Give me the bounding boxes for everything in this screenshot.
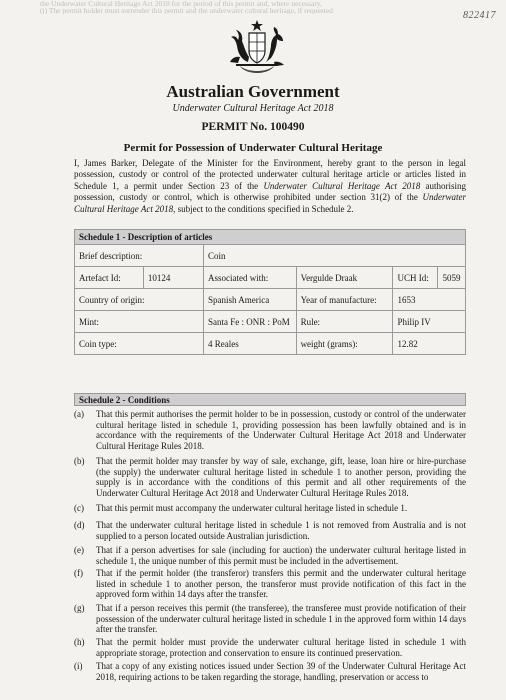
country-value: Spanish America (204, 289, 297, 311)
government-title: Australian Government (166, 82, 340, 101)
coin-type-value: 4 Reales (204, 333, 297, 355)
condition-text: That if a person advertises for sale (including for auction) the underwater cultural heritage listed in schedule 1, the unique number of this permit must be included in the advertisement. (96, 545, 466, 566)
associated-with-value: Vergulde Draak (296, 267, 393, 289)
condition-text: That this permit must accompany the underwater cultural heritage listed in schedule 1. (96, 503, 408, 513)
condition-label: (d) (74, 520, 85, 530)
condition-text: That this permit authorises the permit holder to be in possession, custody or control of the underwater cultural heritage listed in schedule 1, providing possession has been lawfully obtained and is in accordance with the requirements of the Underwater Cultural Heritage Act 2018 and Underwater Cultural Heritage Rules 2018. (96, 409, 466, 451)
condition-label: (b) (74, 456, 85, 466)
brief-description-value: Coin (204, 245, 466, 267)
condition-label: (i) (74, 661, 83, 671)
year-label: Year of manufacture: (296, 289, 393, 311)
condition-text: That a copy of any existing notices issued under Section 39 of the Underwater Cultural Heritage Act 2018, requiring actions to be taken regarding the storage, handling, preservation or access to (96, 661, 466, 682)
intro-text-2: authorising possession, custody or control, which is otherwise prohibited under section 31(2) of the (74, 180, 467, 203)
bleed-line-1: the Underwater Cultural Heritage Act 2018 for the period of this permit and, where necessary, (40, 0, 322, 8)
uch-id-label: UCH Id: (393, 267, 438, 289)
intro-text-3: subject to the conditions specified in Schedule 2. (175, 203, 354, 214)
uch-id-value: 5059 (438, 267, 466, 289)
artefact-id-value: 10124 (143, 267, 203, 289)
bleed-line-2: (j) The permit holder must surrender this permit and the underwater cultural heritage, if requested (40, 6, 333, 14)
schedule-1-table (74, 229, 466, 355)
intro-act-ref-2: Underwater Cultural Heritage Act 2018, (74, 192, 466, 214)
condition-label: (g) (74, 603, 85, 613)
schedule-1-heading: Schedule 1 - Description of articles (75, 230, 466, 245)
permit-title: Permit for Possession of Underwater Cultural Heritage (123, 142, 383, 154)
condition-text: That the permit holder may transfer by way of sale, exchange, gift, lease, loan hire or hire-purchase (the supply) the underwater cultural heritage listed in schedule 1 to another person, providing the supply is in accordance with the conditions of this permit and all other requirements of the Underwater Cultural Heritage Act 2018 and Underwater Cultural Heritage Rules 2018. (96, 456, 466, 498)
condition-text: That if the permit holder (the transferor) transfers this permit and the underwater cultural heritage listed in schedule 1 to another person, the transferor must provide notification of this fact in the approved form within 14 days after the transfer. (96, 568, 466, 600)
coat-of-arms-icon (222, 18, 292, 76)
act-subtitle: Underwater Cultural Heritage Act 2018 (172, 103, 334, 114)
condition-text: That the permit holder must provide the underwater cultural heritage listed in schedule 1 with appropriate storage, protection and conservation to ensure its continued preservation. (96, 637, 466, 658)
condition-label: (a) (74, 409, 84, 419)
condition-text: That the underwater cultural heritage listed in schedule 1 is not removed from Australia and is not supplied to a person located outside Australian jurisdiction. (96, 520, 466, 541)
intro-paragraph (74, 158, 466, 215)
condition-label: (h) (74, 637, 85, 647)
mint-value: Santa Fe : ONR : PoM (204, 311, 297, 333)
condition-label: (f) (74, 568, 83, 578)
weight-value: 12.82 (393, 333, 466, 355)
condition-label: (c) (74, 503, 84, 513)
year-value: 1653 (393, 289, 466, 311)
weight-label: weight (grams): (296, 333, 393, 355)
artefact-id-label: Artefact Id: (75, 267, 144, 289)
condition-text: That if a person receives this permit (the transferee), the transferee must provide notification of their possession of the underwater cultural heritage listed in schedule 1 in the approved form within 14 days after the transfer. (96, 603, 466, 635)
schedule-2-heading: Schedule 2 - Conditions (74, 393, 466, 406)
brief-description-label: Brief description: (75, 245, 204, 267)
rule-value: Philip IV (393, 311, 466, 333)
associated-with-label: Associated with: (204, 267, 297, 289)
coin-type-label: Coin type: (75, 333, 204, 355)
permit-number: PERMIT No. 100490 (201, 121, 305, 133)
handwritten-note: 822417 (463, 10, 496, 21)
condition-label: (e) (74, 545, 84, 555)
rule-label: Rule: (296, 311, 393, 333)
bleed-through-text (0, 0, 506, 14)
country-label: Country of origin: (75, 289, 204, 311)
intro-act-ref-1: Underwater Cultural Heritage Act 2018 (263, 180, 421, 191)
mint-label: Mint: (75, 311, 204, 333)
intro-text-1: I, James Barker, Delegate of the Minister for the Environment, hereby grant to the person in legal possession, custody or control of the protected underwater cultural heritage article or articles listed in Schedule 1, a permit under Section 23 of the (74, 158, 466, 191)
